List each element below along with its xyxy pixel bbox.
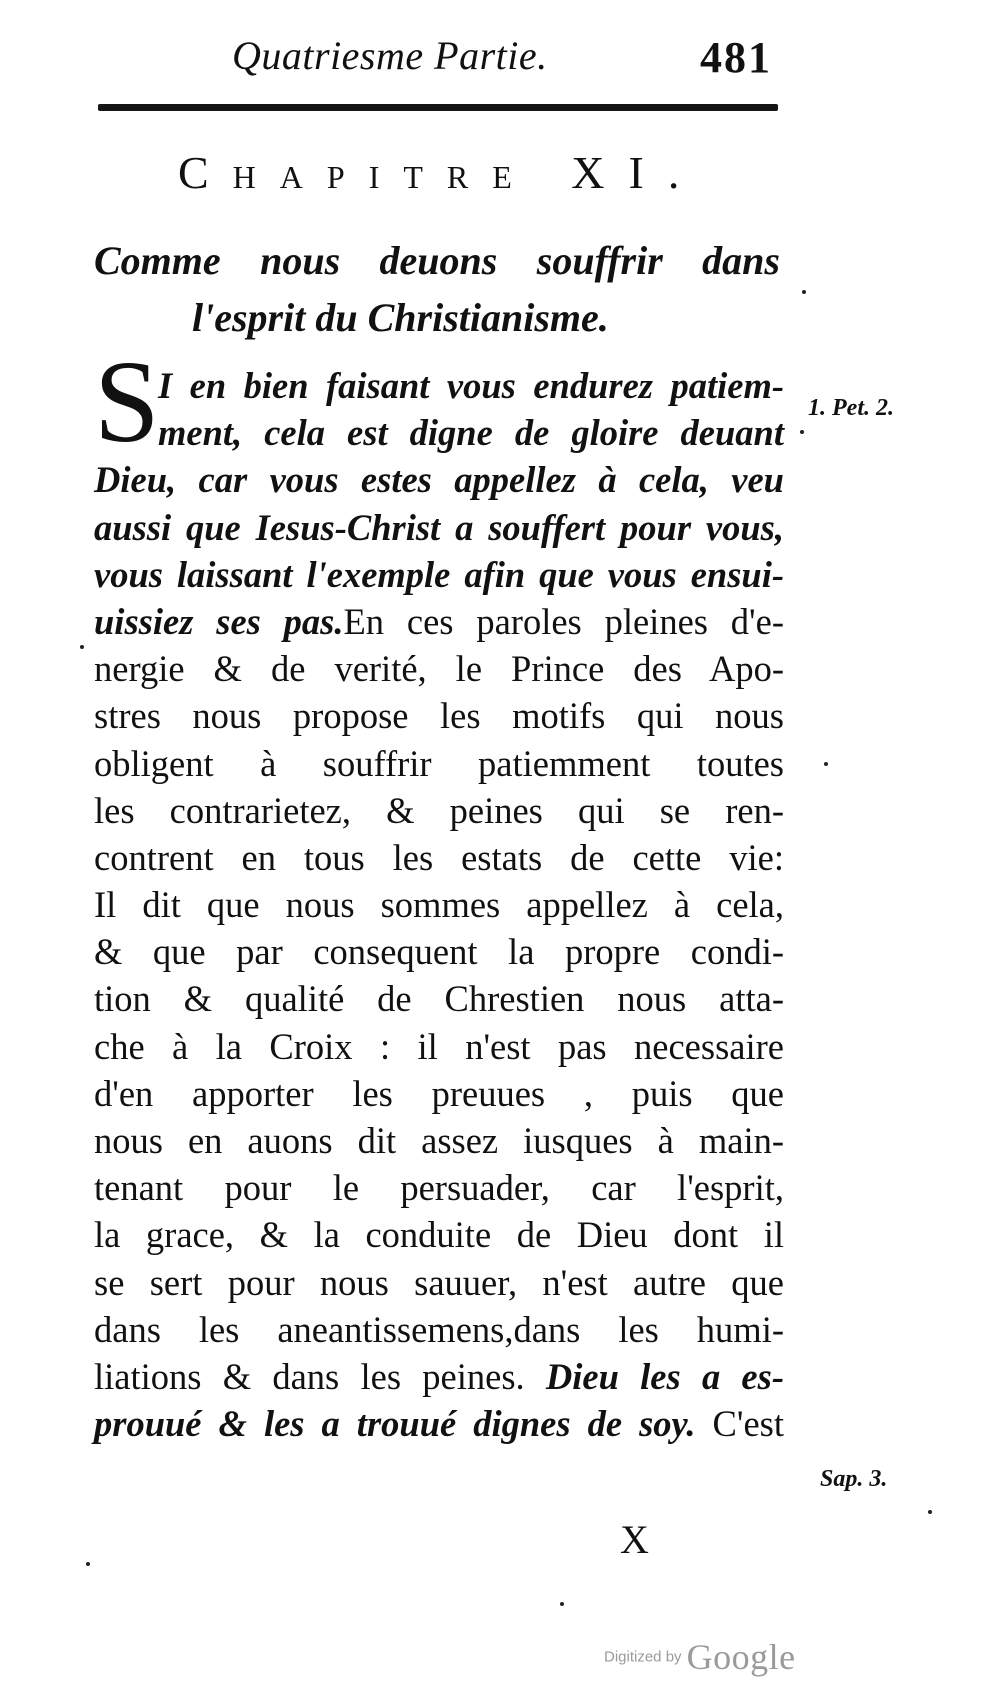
text-line [94, 598, 784, 645]
text-line [94, 1164, 784, 1211]
text-line-roman: nous en auons dit assez iusques à main- [94, 1120, 784, 1161]
ink-speck [80, 645, 84, 649]
text-line [94, 834, 784, 881]
page-number: 481 [700, 33, 772, 82]
text-line [94, 456, 784, 503]
text-line-roman: obligent à souffrir patiemment toutes [94, 742, 784, 784]
text-line-roman: nergie & de verité, le Prince des Apo- [94, 648, 784, 690]
google-logo: Google [686, 1637, 796, 1677]
text-line-italic: uissiez ses pas. [94, 600, 344, 642]
text-line [94, 1400, 784, 1447]
running-head [232, 28, 772, 88]
chapter-title [94, 232, 780, 346]
text-line-roman: stres nous propose les motifs qui nous [94, 695, 784, 737]
chapter-title-line-1: Comme nous deuons souffrir dans [94, 238, 780, 283]
text-line [94, 787, 784, 834]
text-line [94, 740, 784, 787]
digitization-watermark [604, 1636, 796, 1678]
running-title: Quatriesme Partie. [232, 33, 548, 78]
text-line-italic: Dieu les a es- [545, 1355, 784, 1397]
text-line-roman: les contrarietez, & peines qui se ren- [94, 789, 784, 831]
text-line-italic: Dieu, car vous estes appellez à cela, veu [94, 459, 784, 501]
chapter-title-line-2: l'esprit du Christianisme. [192, 295, 609, 340]
digitized-by-label: Digitized by [604, 1648, 682, 1666]
text-line-italic: vous laissant l'exemple afin que vous ensui- [94, 553, 784, 595]
body-text [94, 362, 784, 1447]
ink-speck [800, 430, 804, 434]
text-line-italic: I en bien faisant vous endurez patiem- [158, 365, 784, 406]
ink-speck [928, 1510, 932, 1514]
text-line [94, 1070, 784, 1117]
header-rule [98, 104, 778, 111]
ink-speck [560, 1602, 564, 1606]
drop-cap: S [94, 336, 160, 467]
text-line-roman: Il dit que nous sommes appellez à cela, [94, 884, 784, 926]
text-line-italic: aussi que Iesus-Christ a souffert pour vous, [94, 506, 784, 548]
text-line [94, 1023, 784, 1070]
text-line [94, 551, 784, 598]
ink-speck [802, 290, 806, 294]
ink-speck [86, 1562, 90, 1566]
margin-note-reference: 1. Pet. 2. [808, 395, 894, 421]
text-line [94, 1306, 784, 1353]
text-line [94, 881, 784, 928]
signature-mark: X [620, 1517, 649, 1562]
text-line [94, 692, 784, 739]
text-line [94, 504, 784, 551]
text-line [94, 1211, 784, 1258]
text-line-roman: se sert pour nous sauuer, n'est autre que [94, 1261, 784, 1303]
text-line-roman: tenant pour le persuader, car l'esprit, [94, 1167, 784, 1209]
text-line [94, 975, 784, 1022]
text-line [94, 1353, 784, 1400]
text-line [94, 928, 784, 975]
margin-note-reference: Sap. 3. [820, 1466, 888, 1492]
text-line-italic: ment, cela est digne de gloire deuant [158, 412, 784, 454]
text-line-roman: liations & dans les peines. [94, 1355, 546, 1397]
text-line-italic: prouué & les a trouué dignes de soy. [94, 1403, 696, 1445]
text-line [94, 362, 784, 409]
text-line [94, 645, 784, 692]
text-line-roman: tion & qualité de Chrestien nous atta- [94, 978, 784, 1020]
text-line-roman: En ces paroles pleines d'e- [343, 600, 784, 642]
text-line-roman: che à la Croix : il n'est pas necessaire [94, 1025, 784, 1067]
text-line [94, 409, 784, 456]
text-line [94, 1117, 784, 1164]
text-line-roman: la grace, & la conduite de Dieu dont il [94, 1214, 784, 1256]
text-line-roman: d'en apporter les preuues , puis que [94, 1072, 784, 1114]
text-line-roman: contrent en tous les estats de cette vie: [94, 836, 784, 878]
ink-speck [824, 762, 828, 766]
text-line-roman: C'est [695, 1403, 784, 1445]
text-line-roman: & que par consequent la propre condi- [94, 931, 784, 973]
chapter-heading: Chapitre XI. [178, 147, 704, 198]
text-line [94, 1259, 784, 1306]
text-line-roman: dans les aneantissemens,dans les humi- [94, 1308, 784, 1350]
